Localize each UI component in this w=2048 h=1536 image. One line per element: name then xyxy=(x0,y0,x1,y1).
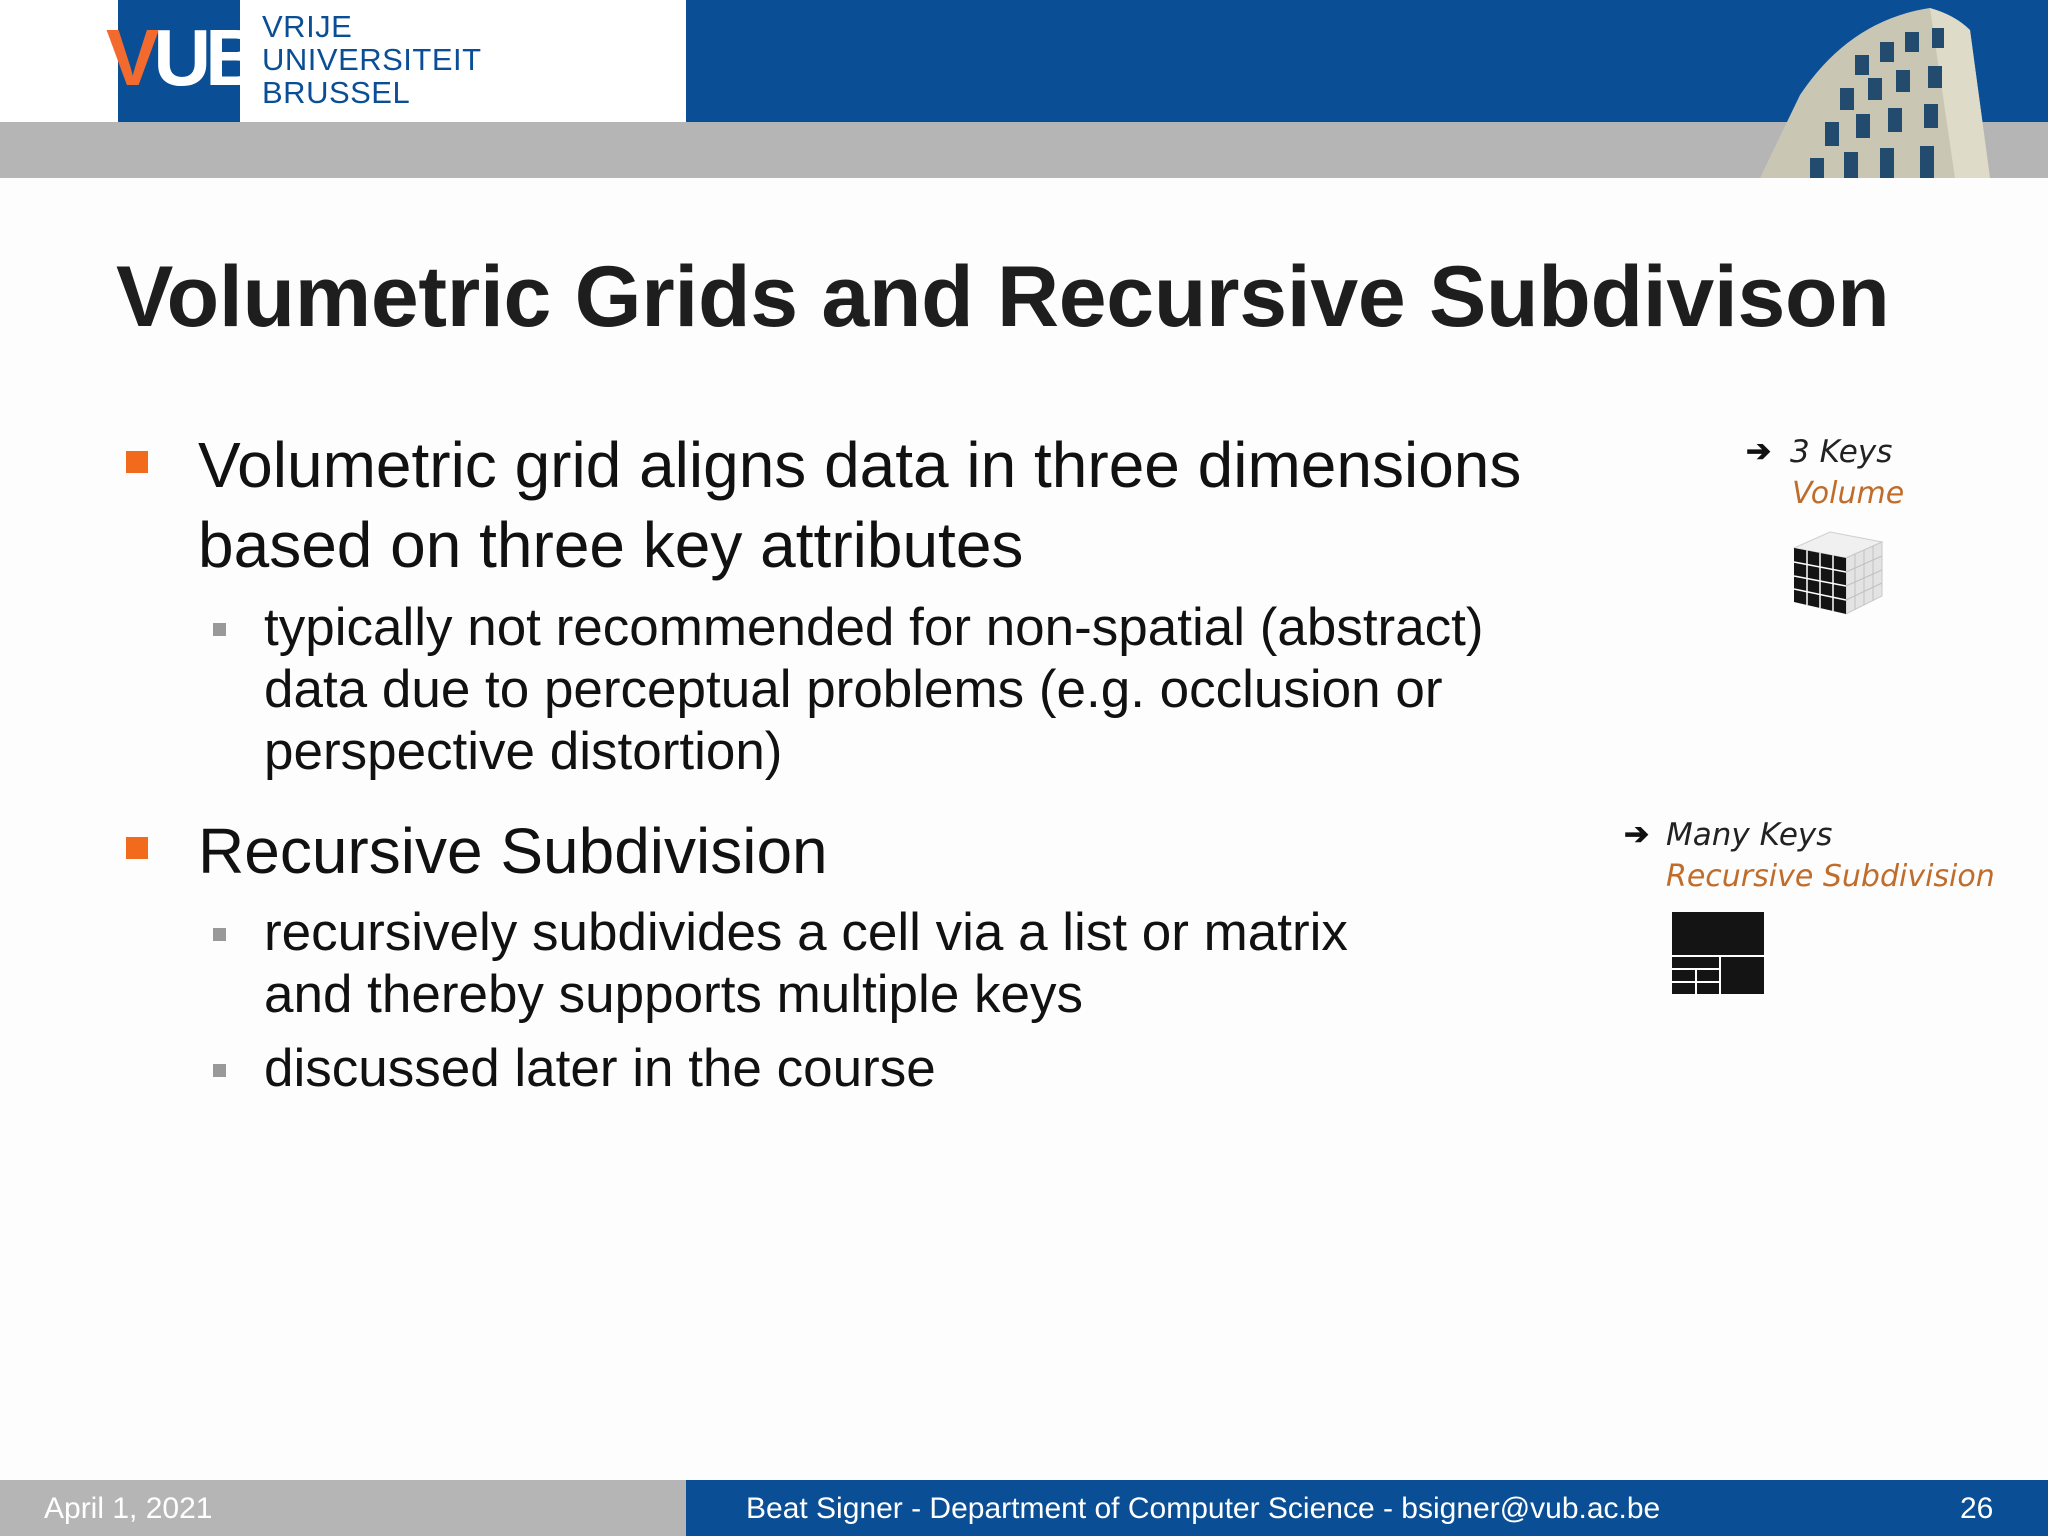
sub-bullet-marker xyxy=(213,623,226,636)
recursive-keys-label: Many Keys xyxy=(1666,817,1833,853)
building-image xyxy=(1740,0,2000,178)
subdivision-icon xyxy=(1672,912,1764,994)
bullet-1-line-2: based on three key attributes xyxy=(198,509,1024,581)
sub-bullet-1-1-line-1: typically not recommended for non-spatial (abstract) xyxy=(264,598,1484,657)
volume-keys-label: 3 Keys xyxy=(1790,434,1893,470)
bullet-1-line-1: Volumetric grid aligns data in three dimensions xyxy=(198,429,1522,501)
arrow-right-icon: ➔ xyxy=(1746,435,1772,468)
vub-logo: VUB xyxy=(106,13,257,102)
sub-bullet-1-1-line-3: perspective distortion) xyxy=(264,722,783,781)
sub-bullet-marker xyxy=(213,1064,226,1077)
bullet-2-line-1: Recursive Subdivision xyxy=(198,815,828,887)
university-line-1: VRIJE xyxy=(262,9,353,44)
volume-label: Volume xyxy=(1792,476,1905,511)
recursive-subdivision-label: Recursive Subdivision xyxy=(1666,859,1995,894)
slide-title: Volumetric Grids and Recursive Subdivison xyxy=(116,249,1890,345)
footer-date: April 1, 2021 xyxy=(44,1492,213,1525)
bullet-marker xyxy=(126,451,148,473)
university-line-2: UNIVERSITEIT xyxy=(262,42,482,77)
sub-bullet-1-1-line-2: data due to perceptual problems (e.g. occlusion or xyxy=(264,660,1443,719)
sub-bullet-2-1-line-2: and thereby supports multiple keys xyxy=(264,965,1083,1024)
bullet-marker xyxy=(126,837,148,859)
sub-bullet-2-1-line-1: recursively subdivides a cell via a list or matrix xyxy=(264,903,1348,962)
footer-author: Beat Signer - Department of Computer Science - bsigner@vub.ac.be xyxy=(746,1492,1661,1525)
cube-grid-icon xyxy=(1790,524,1886,618)
page-number: 26 xyxy=(1960,1492,1994,1525)
sub-bullet-2-2-line-1: discussed later in the course xyxy=(264,1039,936,1098)
arrow-right-icon: ➔ xyxy=(1624,818,1650,851)
sub-bullet-marker xyxy=(213,928,226,941)
university-line-3: BRUSSEL xyxy=(262,75,411,110)
university-name xyxy=(262,10,482,109)
